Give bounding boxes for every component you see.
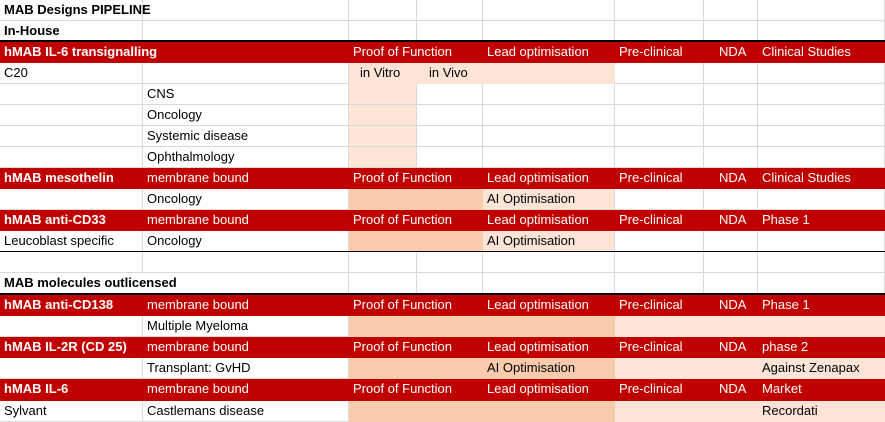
in-vivo-label: in Vivo — [429, 65, 468, 80]
program-header-il6 — [0, 379, 885, 401]
program-type: membrane bound — [143, 379, 349, 401]
program-sub: Sylvant — [0, 401, 143, 422]
in-vitro-label: in Vitro — [360, 65, 401, 80]
stage-pre: Pre-clinical — [615, 168, 715, 189]
indication: Oncology — [143, 231, 349, 252]
table-row — [0, 401, 885, 422]
stage-proof: Proof of Function — [349, 210, 483, 231]
program-name: hMAB IL-2R (CD 25) — [0, 337, 143, 358]
indication: Systemic disease — [143, 126, 349, 147]
indication: Multiple Myeloma — [143, 316, 349, 337]
stage-pre: Pre-clinical — [615, 210, 715, 231]
stage-pre: Pre-clinical — [615, 295, 715, 316]
stage-proof: Proof of Function — [349, 295, 483, 316]
table-row — [0, 105, 885, 126]
program-type: membrane bound — [143, 168, 349, 189]
indication: Ophthalmology — [143, 147, 349, 168]
stage-proof: Proof of Function — [349, 168, 483, 189]
stage-lead: Lead optimisation — [483, 210, 615, 231]
table-row — [0, 63, 885, 84]
table-row — [0, 189, 885, 210]
table-row — [0, 358, 885, 379]
optimisation-note: AI Optimisation — [483, 358, 615, 379]
program-name: hMAB anti-CD138 — [0, 295, 143, 316]
program-type: membrane bound — [143, 210, 349, 231]
stage-lead: Lead optimisation — [483, 337, 615, 358]
in-house-label: In-House — [0, 21, 143, 41]
stage-last: phase 2 — [758, 337, 885, 358]
stage-lead: Lead optimisation — [483, 295, 615, 316]
program-name: hMAB anti-CD33 — [0, 210, 143, 231]
program-header-mesothelin — [0, 168, 885, 189]
program-name: hMAB IL-6 — [0, 379, 143, 401]
stage-pre: Pre-clinical — [615, 42, 715, 63]
program-header-il2r — [0, 337, 885, 358]
indication: Castlemans disease — [143, 401, 349, 422]
optimisation-note: AI Optimisation — [483, 189, 615, 210]
stage-nda: NDA — [715, 379, 758, 401]
program-type: membrane bound — [143, 337, 349, 358]
optimisation-note: AI Optimisation — [483, 231, 615, 252]
indication: Oncology — [143, 189, 349, 210]
stage-clinical: Clinical Studies — [758, 42, 885, 63]
table-row — [0, 231, 885, 252]
stage-lead: Lead optimisation — [483, 379, 615, 401]
table-row — [0, 316, 885, 337]
stage-lead: Lead optimisation — [483, 42, 615, 63]
table-row — [0, 126, 885, 147]
stage-nda: NDA — [715, 42, 758, 63]
program-type: membrane bound — [143, 295, 349, 316]
stage-pre: Pre-clinical — [615, 379, 715, 401]
stage-proof: Proof of Function — [349, 379, 483, 401]
program-code: C20 — [0, 63, 143, 84]
program-sub: Leucoblast specific — [0, 231, 143, 252]
stage-last: Market — [758, 379, 885, 401]
stage-pre: Pre-clinical — [615, 337, 715, 358]
stage-last: Clinical Studies — [758, 168, 885, 189]
stage-nda: NDA — [715, 295, 758, 316]
extra-note: Against Zenapax — [758, 358, 885, 379]
stage-nda: NDA — [715, 210, 758, 231]
stage-last: Phase 1 — [758, 210, 885, 231]
extra-note: Recordati — [758, 401, 885, 422]
program-header-cd138 — [0, 295, 885, 316]
outlicensed-label: MAB molecules outlicensed — [0, 273, 349, 294]
indication: Transplant: GvHD — [143, 358, 349, 379]
stage-nda: NDA — [715, 337, 758, 358]
program-header-il6trans — [0, 42, 885, 63]
stage-proof: Proof of Function — [349, 337, 483, 358]
outlicensed-row — [0, 273, 885, 294]
program-name: hMAB IL-6 transignalling — [0, 42, 349, 63]
title-row — [0, 0, 885, 21]
indication: CNS — [143, 84, 349, 105]
table-row — [0, 147, 885, 168]
stage-last: Phase 1 — [758, 295, 885, 316]
program-header-cd33 — [0, 210, 885, 231]
table-row — [0, 252, 885, 273]
in-house-row — [0, 21, 885, 41]
stage-proof: Proof of Function — [349, 42, 483, 63]
table-row — [0, 84, 885, 105]
stage-nda: NDA — [715, 168, 758, 189]
page-title: MAB Designs PIPELINE — [0, 0, 143, 21]
indication: Oncology — [143, 105, 349, 126]
stage-lead: Lead optimisation — [483, 168, 615, 189]
program-name: hMAB mesothelin — [0, 168, 143, 189]
